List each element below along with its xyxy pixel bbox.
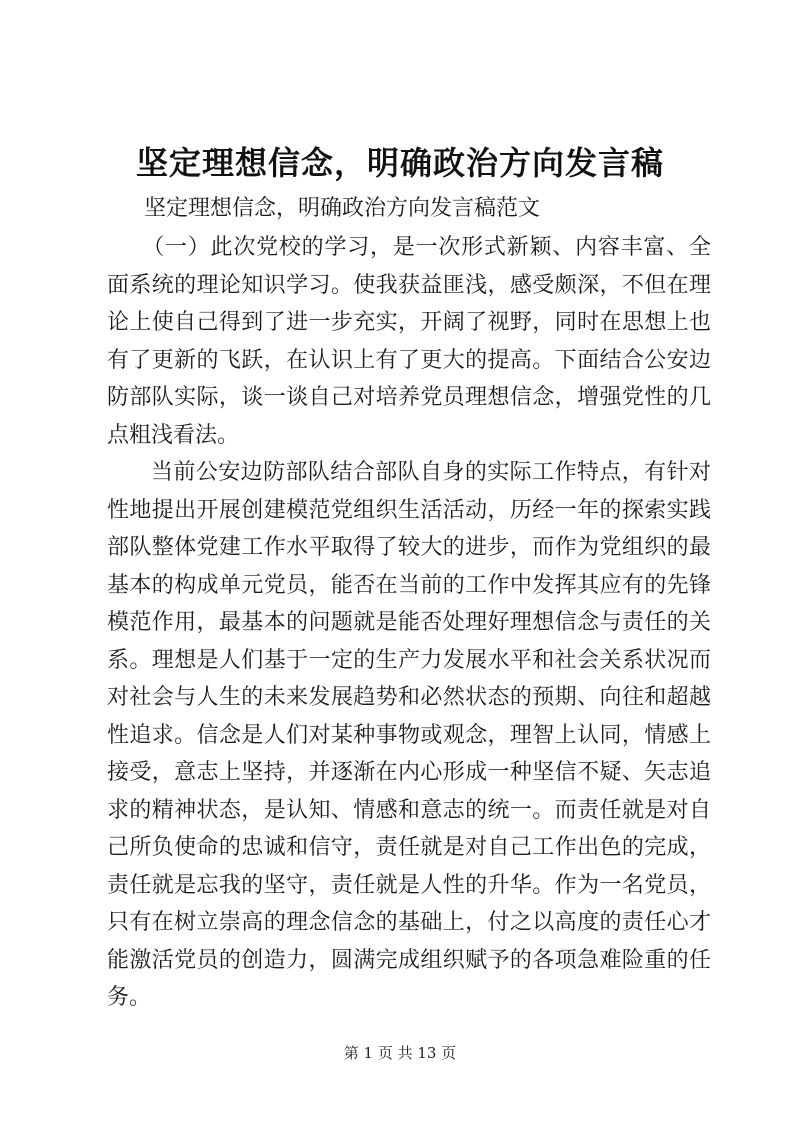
paragraph-1: （一）此次党校的学习，是一次形式新颖、内容丰富、全面系统的理论知识学习。使我获益匪浅，感受颇深，不但在理论上使自己得到了进一步充实，开阔了视野，同时在思想上也有了更新的飞跃，在认识上有了更大的提高。下面结合公安边防部队实际，谈一谈自己对培养党员理想信念，增强党性的几点粗浅看法。: [107, 235, 711, 448]
page-number-footer: 第 1 页 共 13 页: [343, 1044, 457, 1062]
document-body: [107, 229, 711, 1017]
document-title: 坚定理想信念，明确政治方向发言稿: [135, 144, 664, 182]
paragraph-2: 当前公安边防部队结合部队自身的实际工作特点，有针对性地提出开展创建模范党组织生活活动，历经一年的探索实践部队整体党建工作水平取得了较大的进步，而作为党组织的最基本的构成单元党员，能否在当前的工作中发挥其应有的先锋模范作用，最基本的问题就是能否处理好理想信念与责任的关系。理想是人们基于一定的生产力发展水平和社会关系状况而对社会与人生的未来发展趋势和必然状态的预期、向往和超越性追求。信念是人们对某种事物或观念，理智上认同，情感上接受，意志上坚持，并逐渐在内心形成一种坚信不疑、矢志追求的精神状态，是认知、情感和意志的统一。而责任就是对自己所负使命的忠诚和信守，责任就是对自己工作出色的完成，责任就是忘我的坚守，责任就是人性的升华。作为一名党员，只有在树立崇高的理念信念的基础上，付之以高度的责任心才能激活党员的创造力，圆满完成组织赋予的各项急难险重的任务。: [107, 460, 711, 1010]
document-subtitle: 坚定理想信念，明确政治方向发言稿范文: [144, 196, 541, 221]
